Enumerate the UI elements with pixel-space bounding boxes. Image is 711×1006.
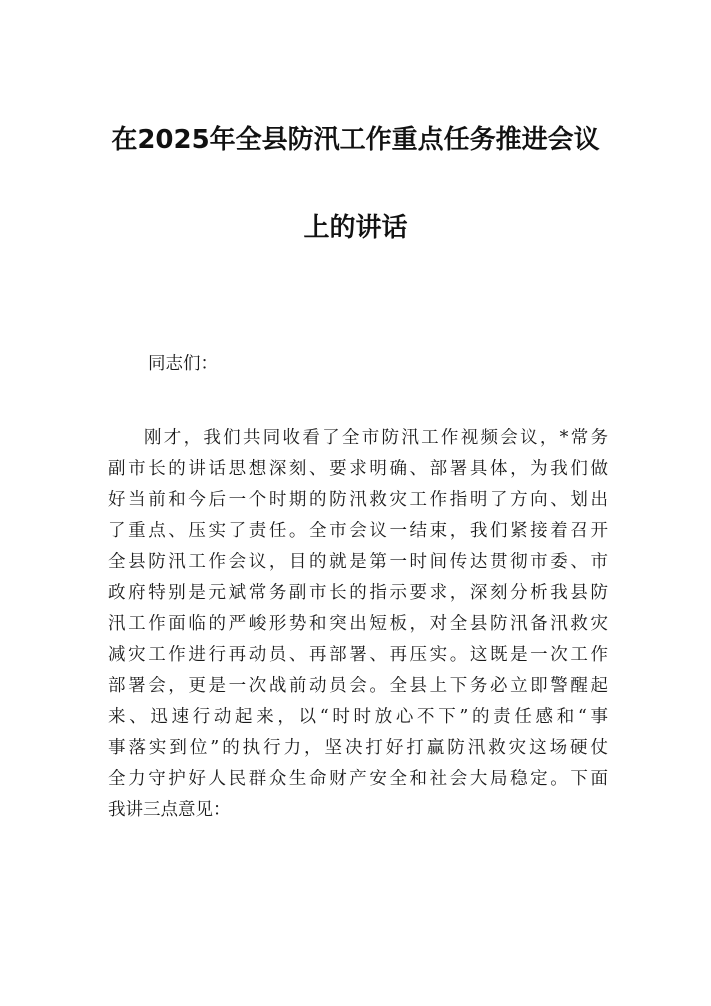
paragraph-line: 部署会，更是一次战前动员会。全县上下务必立即警醒起 xyxy=(108,676,608,696)
salutation: 同志们： xyxy=(148,354,218,374)
paragraph-line: 全县防汛工作会议，目的就是第一时间传达贯彻市委、市 xyxy=(108,552,608,572)
document-title-line-1: 在2025年全县防汛工作重点任务推进会议 xyxy=(111,125,600,155)
paragraph-line: 好当前和今后一个时期的防汛救灾工作指明了方向、划出 xyxy=(108,490,608,510)
paragraph-line: 事落实到位”的执行力，坚决打好打赢防汛救灾这场硬仗 xyxy=(108,738,608,758)
paragraph-line: 汛工作面临的严峻形势和突出短板，对全县防汛备汛救灾 xyxy=(108,614,608,634)
paragraph-line: 政府特别是元斌常务副市长的指示要求，深刻分析我县防 xyxy=(108,583,608,603)
document-title-line-2: 上的讲话 xyxy=(303,213,408,243)
paragraph-line: 全力守护好人民群众生命财产安全和社会大局稳定。下面 xyxy=(108,769,608,789)
paragraph-line: 来、迅速行动起来，以“时时放心不下”的责任感和“事 xyxy=(108,707,608,727)
paragraph-line: 减灾工作进行再动员、再部署、再压实。这既是一次工作 xyxy=(108,645,608,665)
paragraph-line: 了重点、压实了责任。全市会议一结束，我们紧接着召开 xyxy=(108,521,608,541)
paragraph-line: 我讲三点意见： xyxy=(108,800,231,820)
paragraph-line: 刚才，我们共同收看了全市防汛工作视频会议，*常务 xyxy=(144,428,608,448)
paragraph-line: 副市长的讲话思想深刻、要求明确、部署具体，为我们做 xyxy=(108,459,608,479)
body-paragraph xyxy=(108,423,608,826)
